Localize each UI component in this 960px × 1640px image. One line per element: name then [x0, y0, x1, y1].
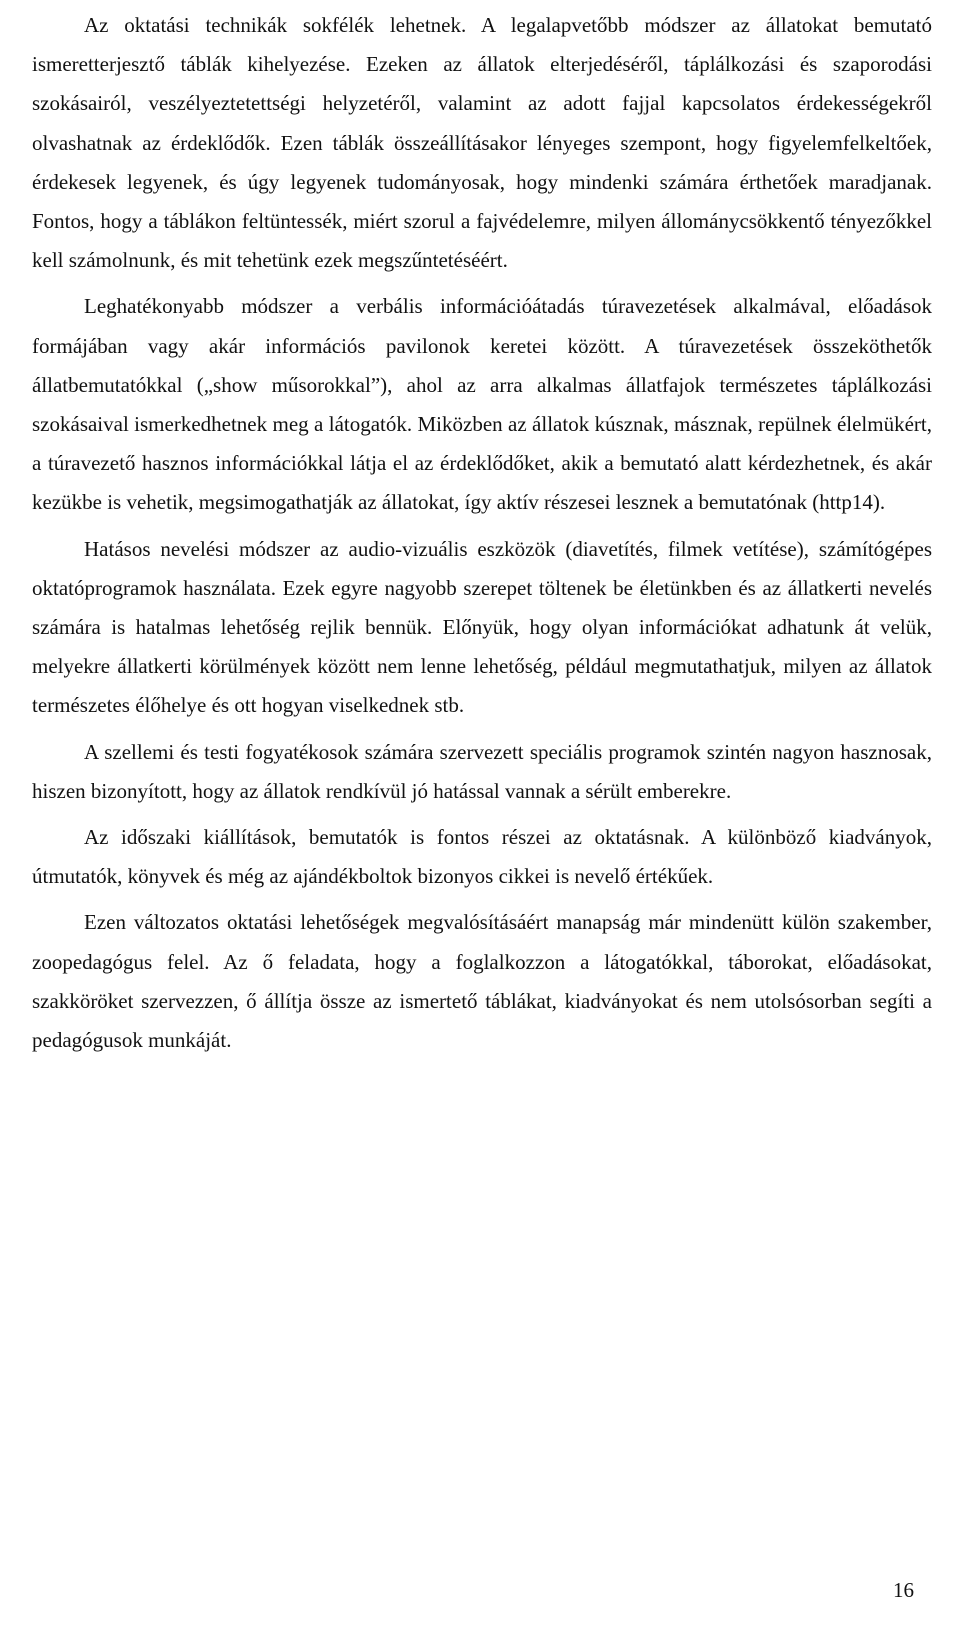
paragraph-teaching-techniques: Az oktatási technikák sokfélék lehetnek. A legalapvetőbb módszer az állatokat bemutató ismeretterjesztő táblák kihelyezése. Ezeken az állatok elterjedéséről, táplálkozási és szaporodási szokásairól, veszélyeztetettségi helyzetéről, valamint az adott fajjal kapcsolatos érdekességekről olvashatnak az érdeklődők. Ezen táblák összeállításakor lényeges szempont, hogy figyelemfelkeltőek, érdekesek legyenek, és úgy legyenek tudományosak, hogy mindenki számára érthetőek maradjanak. Fontos, hogy a táblákon feltüntessék, miért szorul a fajvédelemre, milyen állománycsökkentő tényezőkkel kell számolnunk, és mit tehetünk ezek megszűntetéséért.	[32, 13, 932, 273]
paragraph-verbal-information: Leghatékonyabb módszer a verbális információátadás túravezetések alkalmával, előadások formájában vagy akár információs pavilonok keretei között. A túravezetések összeköthetők állatbemutatókkal („show műsorokkal”), ahol az arra alkalmas állatfajok természetes táplálkozási szokásaival ismerkedhetnek meg a látogatók. Miközben az állatok kúsznak, másznak, repülnek élelmükért, a túravezető hasznos információkkal látja el az érdeklődőket, akik a bemutató alatt kérdezhetnek, és akár kezükbe is vehetik, megsimogathatják az állatokat, így aktív részesei lesznek a bemutatónak (http14).	[32, 294, 932, 515]
paragraph-audio-visual: Hatásos nevelési módszer az audio-vizuális eszközök (diavetítés, filmek vetítése), számítógépes oktatóprogramok használata. Ezek egyre nagyobb szerepet töltenek be életünkben és az állatkerti nevelés számára is hatalmas lehetőség rejlik bennük. Előnyük, hogy olyan információkat adhatunk át velük, melyekre állatkerti körülmények között nem lenne lehetőség, például megmutathatjuk, milyen az állatok természetes élőhelye és ott hogyan viselkednek stb.	[32, 536, 932, 718]
paragraph-special-programs: A szellemi és testi fogyatékosok számára szervezett speciális programok szintén nagyon hasznosak, hiszen bizonyított, hogy az állatok rendkívül jó hatással vannak a sérült emberekre.	[32, 739, 932, 803]
paragraph-exhibitions: Az időszaki kiállítások, bemutatók is fontos részei az oktatásnak. A különböző kiadványok, útmutatók, könyvek és még az ajándékboltok bizonyos cikkei is nevelő értékűek.	[32, 825, 932, 889]
document-page	[32, 6, 932, 1067]
page-number: 16	[893, 1578, 914, 1602]
paragraph-zoo-pedagogue: Ezen változatos oktatási lehetőségek megvalósításáért manapság már mindenütt külön szakember, zoopedagógus felel. Az ő feladata, hogy a foglalkozzon a látogatókkal, táborokat, előadásokat, szakköröket szervezzen, ő állítja össze az ismertető táblákat, kiadványokat és nem utolsósorban segíti a pedagógusok munkáját.	[32, 910, 932, 1053]
